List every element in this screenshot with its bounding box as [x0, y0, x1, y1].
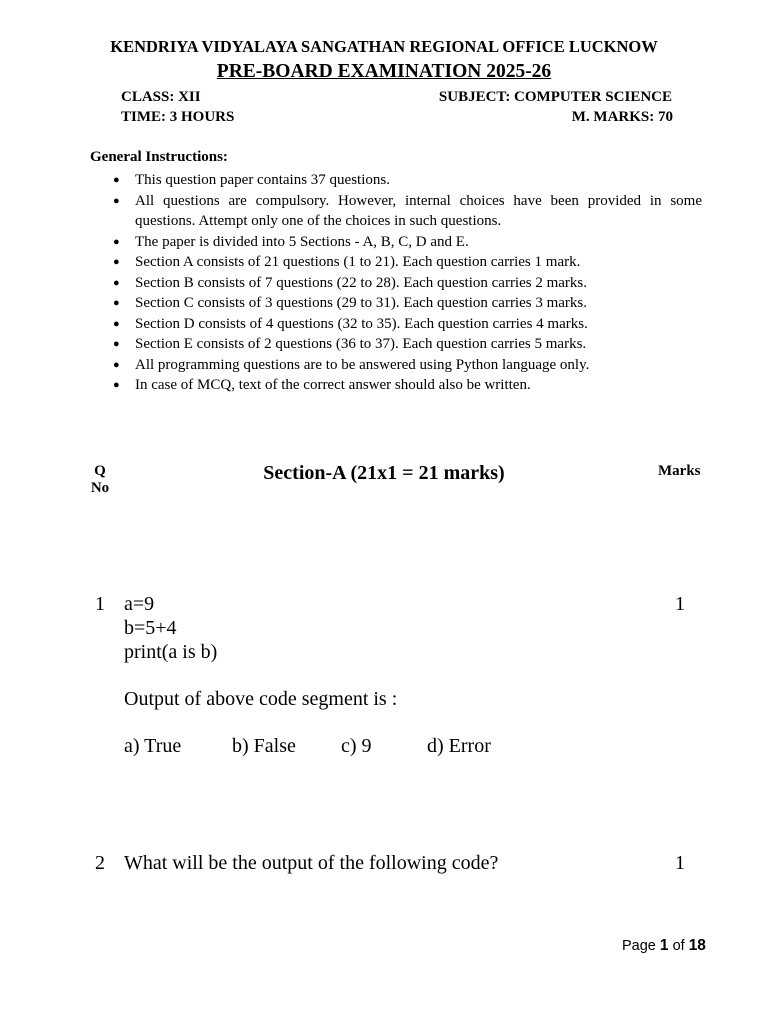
instruction-item: ● In case of MCQ, text of the correct answer should also be written.	[90, 375, 702, 396]
bullet-icon: ●	[113, 256, 120, 268]
page-total: 18	[688, 937, 706, 954]
question-number: 2	[95, 852, 105, 874]
instructions-title: General Instructions:	[90, 149, 228, 165]
bullet-icon: ●	[113, 317, 120, 330]
marks-header: Marks	[658, 463, 701, 479]
subject-label: SUBJECT: COMPUTER SCIENCE	[438, 89, 672, 105]
instruction-item: ● Section C consists of 3 questions (29 to 31). Each question carries 3 marks.	[90, 293, 702, 314]
bullet-icon: ●	[113, 379, 120, 391]
question-marks: 1	[675, 852, 685, 874]
exam-title: PRE-BOARD EXAMINATION 2025-26	[216, 61, 552, 82]
code-line: print(a is b)	[124, 641, 218, 663]
option-b: b) False	[232, 735, 296, 757]
organization-title: KENDRIYA VIDYALAYA SANGATHAN REGIONAL OFFICE LUCKNOW	[110, 37, 658, 56]
instruction-item: ● This question paper contains 37 questions.	[90, 170, 702, 191]
instruction-item: ● All questions are compulsory. However, internal choices have been provided in some questions. Attempt only one of the choices in such questions.	[113, 192, 702, 229]
instruction-item: ● Section E consists of 2 questions (36 to 37). Each question carries 5 marks.	[90, 334, 702, 355]
max-marks-label: M. MARKS: 70	[571, 109, 673, 125]
option-d: d) Error	[427, 735, 491, 757]
instruction-item: ● Section B consists of 7 questions (22 to 28). Each question carries 2 marks.	[90, 273, 702, 294]
option-c: c) 9	[341, 735, 372, 757]
question-prompt: Output of above code segment is :	[124, 688, 398, 710]
bullet-icon: ●	[113, 297, 120, 309]
page-footer: Page 1 of 18	[622, 937, 706, 954]
class-label: CLASS: XII	[121, 89, 201, 105]
bullet-icon: ●	[113, 338, 120, 350]
bullet-icon: ●	[113, 235, 120, 248]
question-number-header: Q No	[90, 463, 110, 496]
question-marks: 1	[675, 593, 685, 615]
bullet-icon: ●	[113, 194, 120, 207]
question-number: 1	[95, 593, 105, 615]
time-label: TIME: 3 HOURS	[121, 109, 235, 125]
instruction-item: ● Section D consists of 4 questions (32 to 35). Each question carries 4 marks.	[90, 314, 702, 335]
code-line: b=5+4	[124, 617, 177, 639]
bullet-icon: ●	[113, 358, 120, 371]
instructions-list	[90, 170, 702, 396]
instruction-item: ● All programming questions are to be answered using Python language only.	[90, 355, 702, 376]
bullet-icon: ●	[113, 276, 120, 289]
page-number: 1	[659, 937, 669, 954]
option-a: a) True	[124, 735, 182, 757]
code-line: a=9	[124, 593, 155, 615]
instruction-item: ● Section A consists of 21 questions (1 to 21). Each question carries 1 mark.	[90, 252, 702, 273]
instruction-item: ● The paper is divided into 5 Sections - A, B, C, D and E.	[90, 232, 702, 253]
bullet-icon: ●	[113, 174, 120, 186]
question-prompt: What will be the output of the following code?	[124, 852, 499, 874]
section-title: Section-A (21x1 = 21 marks)	[263, 462, 505, 484]
